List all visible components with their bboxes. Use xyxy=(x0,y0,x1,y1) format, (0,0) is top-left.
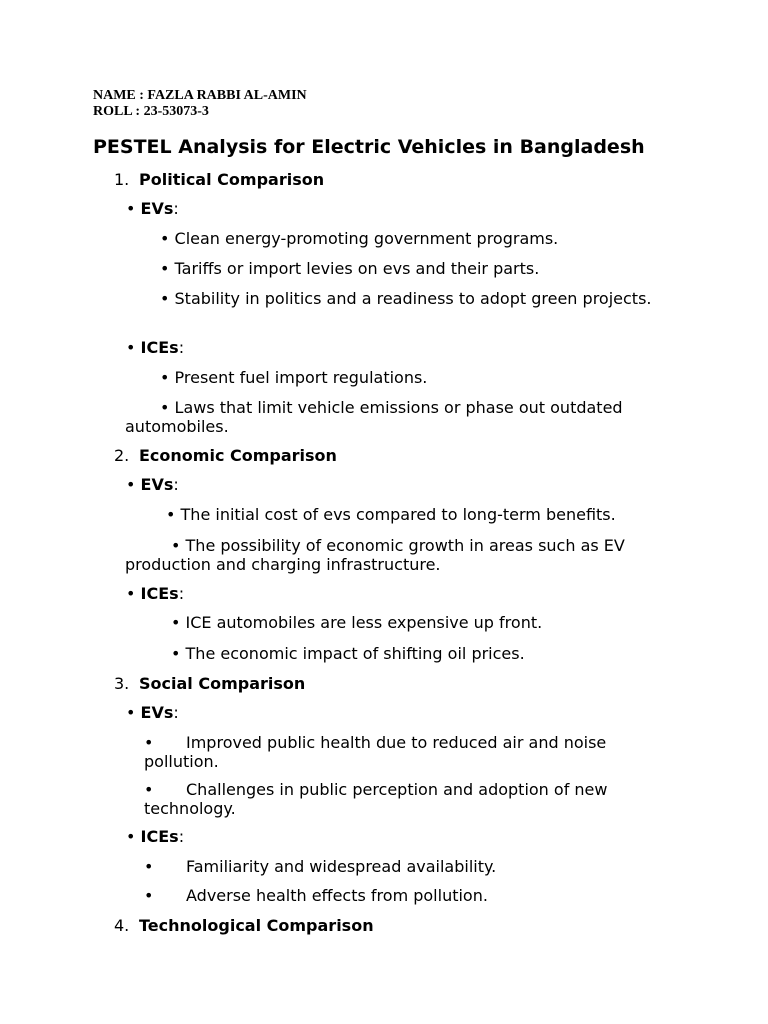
list-item: Familiarity and widespread availability. xyxy=(186,857,497,876)
list-item: • The economic impact of shifting oil prices. xyxy=(171,644,525,663)
colon: : xyxy=(178,584,185,603)
bullet: • xyxy=(126,199,136,218)
section-heading: Technological Comparison xyxy=(139,916,374,935)
evs-label-line xyxy=(126,703,179,722)
bullet: • xyxy=(144,886,154,905)
colon: : xyxy=(173,475,179,494)
section-heading: Social Comparison xyxy=(139,674,306,693)
list-item: • Present fuel import regulations. xyxy=(160,368,428,387)
section-heading: Economic Comparison xyxy=(139,446,337,465)
bullet: • xyxy=(126,827,136,846)
list-item: Improved public health due to reduced air and noise pollution. xyxy=(144,733,607,771)
evs-label: EVs xyxy=(140,703,174,722)
bullet: • xyxy=(126,703,136,722)
list-item: • Tariffs or import levies on evs and their parts. xyxy=(160,259,540,278)
colon: : xyxy=(178,827,185,846)
bullet: • xyxy=(144,780,154,799)
list-item: • ICE automobiles are less expensive up front. xyxy=(171,613,543,632)
bullet: • xyxy=(126,584,136,603)
ices-label: ICEs xyxy=(140,338,179,357)
ices-label-line xyxy=(126,827,184,846)
ices-label-line xyxy=(126,338,184,357)
list-item: Adverse health effects from pollution. xyxy=(186,886,488,905)
bullet: • xyxy=(144,733,154,752)
list-item: • Stability in politics and a readiness to adopt green projects. xyxy=(160,289,652,308)
student-name: NAME : FAZLA RABBI AL-AMIN xyxy=(93,88,307,103)
section-number: 1. xyxy=(114,170,130,189)
colon: : xyxy=(173,199,179,218)
section-number: 2. xyxy=(114,446,130,465)
evs-label-line xyxy=(126,475,179,494)
list-item: • Laws that limit vehicle emissions or phase out outdated automobiles. xyxy=(125,398,623,436)
colon: : xyxy=(178,338,185,357)
evs-label-line xyxy=(126,199,179,218)
list-item: Challenges in public perception and adoption of new technology. xyxy=(144,780,608,818)
ices-label: ICEs xyxy=(140,827,179,846)
bullet: • xyxy=(126,338,136,357)
evs-label: EVs xyxy=(140,199,174,218)
section-number: 3. xyxy=(114,674,130,693)
evs-label: EVs xyxy=(140,475,174,494)
section-number: 4. xyxy=(114,916,130,935)
section-heading: Political Comparison xyxy=(139,170,325,189)
bullet: • xyxy=(126,475,136,494)
page-title: PESTEL Analysis for Electric Vehicles in Bangladesh xyxy=(93,136,645,158)
colon: : xyxy=(173,703,179,722)
list-item: • The possibility of economic growth in areas such as EV production and charging infrastructure. xyxy=(125,536,625,574)
list-item: • The initial cost of evs compared to long-term benefits. xyxy=(166,505,616,524)
list-item: • Clean energy-promoting government programs. xyxy=(160,229,559,248)
ices-label: ICEs xyxy=(140,584,179,603)
bullet: • xyxy=(144,857,154,876)
ices-label-line xyxy=(126,584,184,603)
student-roll: ROLL : 23-53073-3 xyxy=(93,104,209,119)
